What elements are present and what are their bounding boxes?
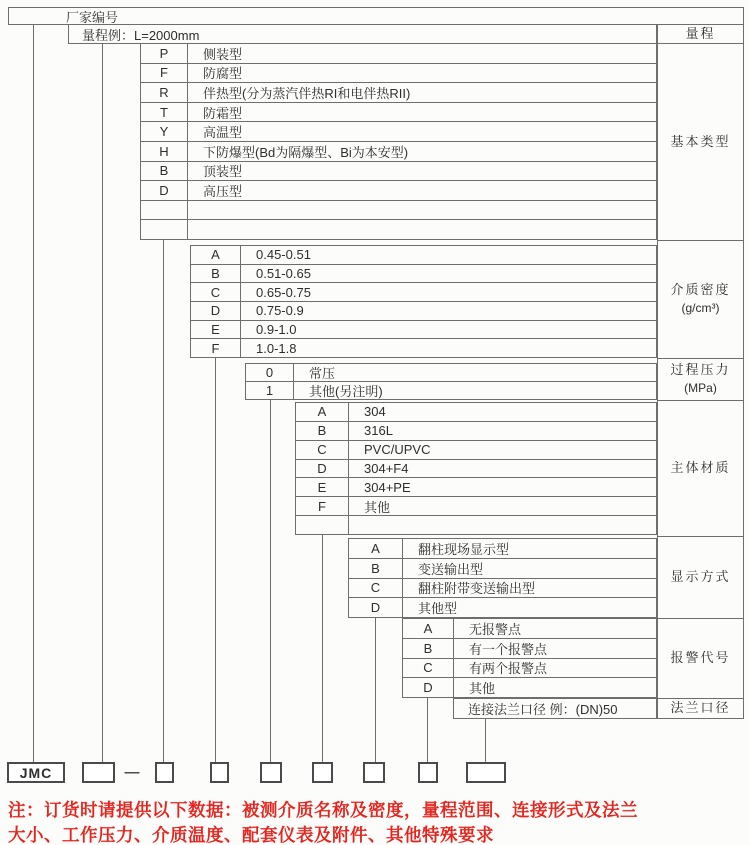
code-cell: F: [191, 339, 241, 357]
table-row: [191, 246, 656, 265]
table-row: [141, 181, 656, 201]
label-cell: 0.9-1.0: [256, 322, 297, 338]
connector-line: [270, 400, 271, 762]
code-cell: B: [296, 422, 349, 440]
category-label-unit: (MPa): [684, 381, 717, 396]
connector-line: [427, 698, 428, 762]
table-row: [349, 598, 656, 617]
table-row: [296, 441, 656, 460]
label-cell: 304: [364, 404, 386, 420]
label-cell: [188, 201, 656, 220]
code-cell: [141, 201, 188, 220]
table-row: [9, 8, 743, 24]
code-cell: C: [191, 283, 241, 301]
table-row: [403, 678, 656, 697]
factory-code-row: [8, 7, 744, 25]
table-row: [141, 142, 656, 162]
code-cell: A: [191, 246, 241, 264]
code-cell: C: [403, 659, 454, 678]
alarm-table: [402, 618, 657, 698]
connector-line: [322, 535, 323, 762]
code-cell: C: [296, 441, 349, 459]
category-column: [657, 24, 744, 719]
code-box-range: [82, 762, 115, 783]
category-label: 基本类型: [670, 133, 731, 149]
code-cell: F: [296, 497, 349, 515]
label-cell: 其他(另注明): [309, 384, 383, 399]
label-cell: 316L: [364, 423, 393, 439]
category-label: 报警代号: [670, 650, 731, 666]
code-cell: D: [141, 181, 188, 200]
label-cell: 0.65-0.75: [256, 284, 311, 300]
table-row: [191, 283, 656, 302]
label-cell: 顶装型: [203, 164, 243, 180]
table-row: [69, 25, 656, 43]
table-row: [403, 659, 656, 679]
factory-code-label: 厂家编号: [66, 9, 119, 24]
label-cell: 0.51-0.65: [256, 266, 311, 281]
label-cell: 侧装型: [203, 46, 243, 62]
connector-line: [102, 43, 103, 762]
label-cell: 0.75-0.9: [256, 303, 304, 319]
code-cell: [141, 220, 188, 239]
table-row: [141, 201, 656, 221]
code-cell: Y: [141, 122, 188, 141]
code-cell: F: [141, 64, 188, 83]
table-row: [403, 619, 656, 639]
label-cell: 1.0-1.8: [256, 340, 297, 356]
flange-label: 连接法兰口径 例：(DN)50: [468, 702, 618, 717]
category-cell-material: [658, 401, 743, 537]
range-example-row: [68, 24, 657, 44]
code-cell: B: [349, 559, 403, 578]
table-row: [141, 44, 656, 64]
code-cell: B: [403, 639, 454, 658]
table-row: [296, 403, 656, 422]
table-row: [349, 539, 656, 559]
label-cell: 其他: [469, 681, 496, 697]
connector-line: [215, 358, 216, 762]
category-cell-display: [658, 537, 743, 619]
code-cell: A: [403, 619, 454, 638]
table-row: [191, 339, 656, 357]
code-cell: T: [141, 103, 188, 122]
code-cell: [296, 516, 349, 534]
material-table: [295, 402, 657, 535]
code-cell: C: [349, 579, 403, 598]
label-cell: 下防爆型(Bd为隔爆型、Bi为本安型): [203, 144, 409, 160]
table-row: [296, 478, 656, 497]
label-cell: 无报警点: [469, 621, 522, 637]
code-cell: B: [191, 265, 241, 283]
table-row: [296, 516, 656, 534]
category-label: 过程压力: [670, 362, 731, 378]
label-cell: 高温型: [203, 125, 243, 141]
label-cell: PVC/UPVC: [364, 442, 431, 458]
category-cell-pressure: [658, 359, 743, 401]
code-box-pressure: [260, 762, 282, 783]
table-row: [454, 699, 656, 718]
table-row: [296, 497, 656, 516]
connector-line: [375, 618, 376, 762]
pressure-table: [245, 363, 657, 400]
category-cell-flange: [658, 699, 743, 718]
connector-line: [33, 24, 34, 762]
category-label: 介质密度: [670, 282, 731, 298]
code-box-density: [210, 762, 229, 783]
label-cell: 有两个报警点: [469, 661, 548, 677]
dash-separator: —: [124, 764, 140, 781]
label-cell: 常压: [309, 366, 336, 381]
label-cell: [349, 516, 656, 534]
category-label-unit: (g/cm³): [681, 301, 720, 316]
label-cell: [188, 220, 656, 239]
code-cell: 0: [246, 364, 294, 381]
label-cell: 有一个报警点: [469, 641, 548, 657]
label-cell: 其他型: [418, 601, 458, 617]
table-row: [141, 162, 656, 182]
table-row: [191, 302, 656, 321]
code-cell: P: [141, 44, 188, 63]
range-example-label: 量程例：L=2000mm: [82, 27, 200, 43]
table-row: [191, 321, 656, 340]
label-cell: 翻柱附带变送输出型: [418, 581, 536, 597]
category-cell-basic-type: [658, 44, 743, 241]
category-label: 主体材质: [670, 460, 731, 476]
flange-row: [453, 698, 657, 719]
code-cell: D: [296, 460, 349, 478]
code-cell: E: [191, 321, 241, 339]
density-table: [190, 245, 657, 358]
order-note-line1: 注：订货时请提供以下数据：被测介质名称及密度，量程范围、连接形式及法兰: [8, 800, 638, 820]
table-row: [403, 639, 656, 659]
code-cell: B: [141, 162, 188, 181]
table-row: [349, 559, 656, 579]
label-cell: 高压型: [203, 183, 243, 199]
category-label: 显示方式: [670, 569, 731, 585]
label-cell: 304+F4: [364, 461, 409, 476]
code-cell: D: [191, 302, 241, 320]
code-box-material: [312, 762, 333, 783]
model-box: JMC: [7, 762, 65, 783]
label-cell: 其他: [364, 499, 391, 515]
connector-line: [485, 719, 486, 762]
code-cell: R: [141, 83, 188, 102]
table-row: [191, 265, 656, 284]
code-cell: A: [349, 539, 403, 558]
table-row: [141, 64, 656, 84]
code-cell: E: [296, 478, 349, 496]
label-cell: 翻柱现场显示型: [418, 541, 510, 557]
order-note-line2: 大小、工作压力、介质温度、配套仪表及附件、其他特殊要求: [8, 825, 494, 845]
category-cell-alarm: [658, 619, 743, 699]
code-box-flange: [466, 762, 506, 783]
table-row: [141, 83, 656, 103]
label-cell: 0.45-0.51: [256, 247, 311, 263]
table-row: [141, 220, 656, 239]
label-cell: 伴热型(分为蒸汽伴热RI和电伴热RII): [203, 85, 411, 101]
category-label: 法兰口径: [670, 700, 731, 716]
label-cell: 防霜型: [203, 105, 243, 121]
code-cell: 1: [246, 382, 294, 399]
table-row: [141, 103, 656, 123]
table-row: [349, 579, 656, 599]
table-row: [296, 422, 656, 441]
label-cell: 防腐型: [203, 66, 243, 82]
code-box-alarm: [418, 762, 438, 783]
code-cell: D: [403, 678, 454, 697]
code-cell: H: [141, 142, 188, 161]
table-row: [141, 122, 656, 142]
category-cell-range: [658, 25, 743, 44]
code-cell: D: [349, 598, 403, 617]
code-box-basic-type: [155, 762, 174, 783]
label-cell: 304+PE: [364, 479, 411, 495]
category-label: 量程: [685, 25, 716, 41]
table-row: [296, 460, 656, 479]
connector-line: [163, 240, 164, 762]
category-cell-density: [658, 241, 743, 359]
code-cell: A: [296, 403, 349, 421]
table-row: [246, 382, 656, 399]
table-row: [246, 364, 656, 382]
basic-type-table: [140, 43, 657, 240]
label-cell: 变送输出型: [418, 561, 484, 577]
code-box-display: [363, 762, 385, 783]
display-mode-table: [348, 538, 657, 618]
